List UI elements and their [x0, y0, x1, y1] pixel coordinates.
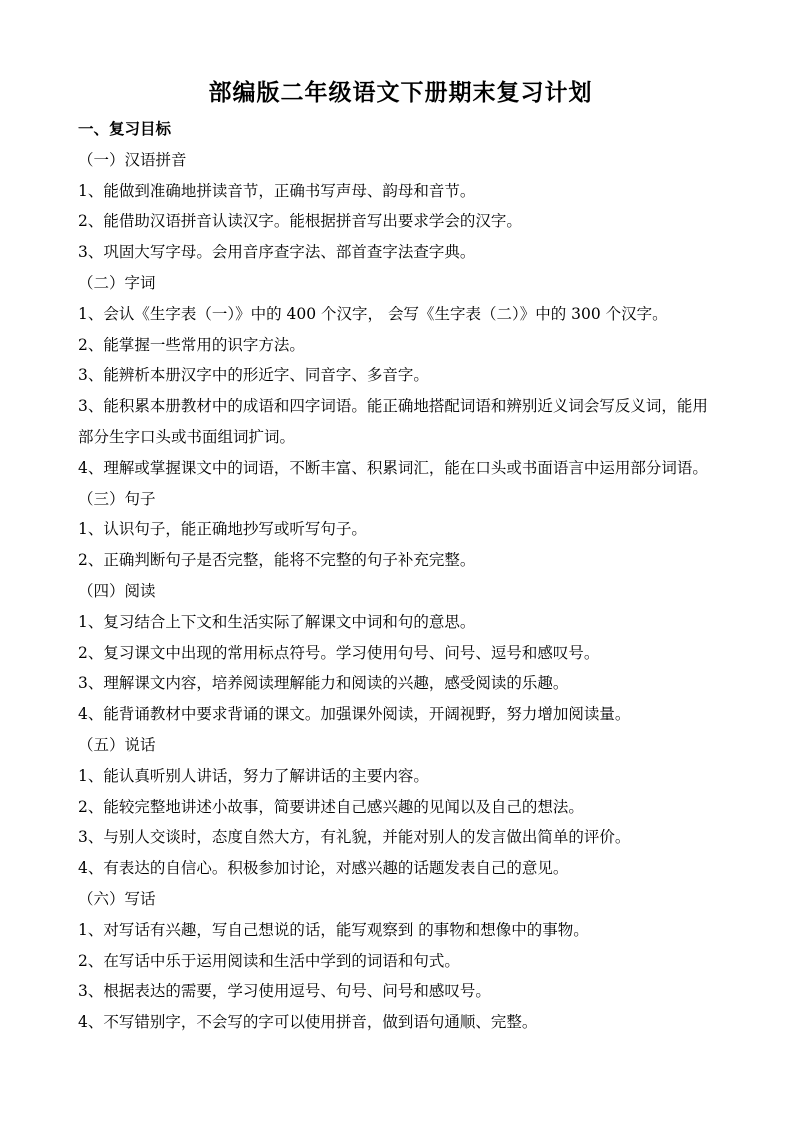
list-item: 2、能掌握一些常用的识字方法。: [78, 335, 305, 354]
list-item: 3、理解课文内容，培养阅读理解能力和阅读的兴趣，感受阅读的乐趣。: [78, 674, 569, 693]
list-item: 3、与别人交谈时，态度自然大方，有礼貌，并能对别人的发言做出简单的评价。: [78, 828, 631, 847]
subsection-speaking: [78, 730, 723, 884]
document-page: [78, 78, 723, 1038]
list-item: 2、正确判断句子是否完整，能将不完整的句子补充完整。: [78, 551, 476, 570]
list-item: 1、复习结合上下文和生活实际了解课文中词和句的意思。: [78, 612, 476, 631]
subsection-heading: （一）汉语拼音: [78, 150, 187, 169]
document-title: 部编版二年级语文下册期末复习计划: [208, 79, 593, 106]
list-item: 3、能积累本册教材中的成语和四字词语。能正确地搭配词语和辨别近义词会写反义词，能用部分生字口头或书面组词扩词。: [78, 397, 708, 446]
list-item: 1、能认真听别人讲话，努力了解讲话的主要内容。: [78, 766, 429, 785]
list-item: 2、能较完整地讲述小故事，简要讲述自己感兴趣的见闻以及自己的想法。: [78, 797, 584, 816]
section-heading-goals: 一、复习目标: [78, 119, 172, 139]
list-item: 1、对写话有兴趣，写自己想说的话，能写观察到 的事物和想像中的事物。: [78, 920, 589, 939]
list-item: 3、巩固大写字母。会用音序查字法、部首查字法查字典。: [78, 243, 476, 262]
list-item: 4、能背诵教材中要求背诵的课文。加强课外阅读，开阔视野，努力增加阅读量。: [78, 705, 631, 724]
list-item: 2、能借助汉语拼音认读汉字。能根据拼音写出要求学会的汉字。: [78, 212, 522, 231]
subsection-pinyin: [78, 145, 723, 268]
list-item: 1、认识句子，能正确地抄写或听写句子。: [78, 520, 367, 539]
list-item: 1、能做到准确地拼读音节，正确书写声母、韵母和音节。: [78, 181, 476, 200]
list-item: 4、有表达的自信心。积极参加讨论，对感兴趣的话题发表自己的意见。: [78, 859, 569, 878]
subsection-words: [78, 268, 723, 484]
list-item: 4、不写错别字，不会写的字可以使用拼音，做到语句通顺、完整。: [78, 1013, 538, 1032]
list-item: 1、会认《生字表（一）》中的 400 个汉字， 会写《生字表（二）》中的 300 个汉字。: [78, 304, 668, 323]
list-item: 3、根据表达的需要，学习使用逗号、句号、问号和感叹号。: [78, 982, 491, 1001]
subsection-reading: [78, 576, 723, 730]
subsection-heading: （四）阅读: [78, 581, 156, 600]
list-item: 2、复习课文中出现的常用标点符号。学习使用句号、问号、逗号和感叹号。: [78, 643, 600, 662]
subsection-heading: （三）句子: [78, 489, 156, 508]
list-item: 3、能辨析本册汉字中的形近字、同音字、多音字。: [78, 366, 429, 385]
list-item: 2、在写话中乐于运用阅读和生活中学到的词语和句式。: [78, 951, 460, 970]
subsection-writing: [78, 884, 723, 1038]
subsection-heading: （二）字词: [78, 273, 156, 292]
subsection-heading: （五）说话: [78, 735, 156, 754]
list-item: 4、理解或掌握课文中的词语，不断丰富、积累词汇，能在口头或书面语言中运用部分词语。: [78, 458, 708, 477]
subsection-sentences: [78, 484, 723, 576]
subsection-heading: （六）写话: [78, 889, 156, 908]
